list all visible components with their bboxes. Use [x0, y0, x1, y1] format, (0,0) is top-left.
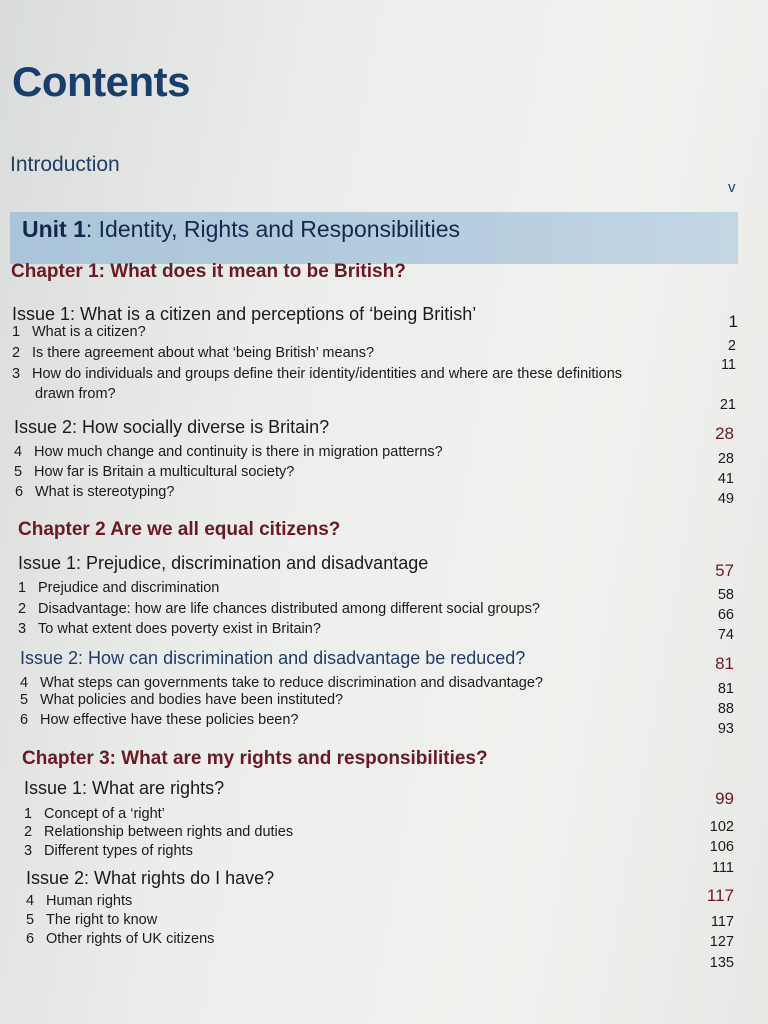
- chapter-1-issue-1-page: 1: [728, 312, 738, 331]
- toc-item-page: 93: [717, 721, 734, 737]
- toc-item-page: 111: [711, 860, 734, 876]
- toc-item[interactable]: 5 What policies and bodies have been instituted?: [20, 692, 344, 708]
- toc-item-page: 74: [717, 627, 734, 643]
- page-title: Contents: [12, 58, 190, 105]
- toc-item-page: 117: [710, 914, 734, 930]
- toc-item[interactable]: 2 Disadvantage: how are life chances distributed among different social groups?: [18, 601, 540, 617]
- unit-number: Unit 1: [22, 216, 86, 242]
- introduction-label[interactable]: Introduction: [10, 153, 120, 176]
- chapter-2-issue-1-page: 57: [715, 561, 734, 580]
- toc-item-page: 58: [717, 587, 734, 603]
- introduction-page-number: v: [728, 179, 736, 196]
- toc-item-continued[interactable]: drawn from?: [35, 386, 116, 402]
- toc-item[interactable]: 6 What is stereotyping?: [15, 484, 175, 500]
- chapter-3-heading[interactable]: Chapter 3: What are my rights and responsibilities?: [22, 748, 488, 769]
- chapter-3-issue-1-title[interactable]: Issue 1: What are rights?: [24, 778, 225, 798]
- toc-item-page: 28: [717, 451, 734, 467]
- toc-item[interactable]: 1 Concept of a ‘right’: [24, 806, 165, 822]
- toc-item-page: 21: [719, 397, 736, 413]
- toc-item[interactable]: 4 What steps can governments take to reduce discrimination and disadvantage?: [20, 675, 543, 691]
- toc-item[interactable]: 1 Prejudice and discrimination: [18, 580, 220, 596]
- chapter-3-issue-2-page: 117: [706, 886, 734, 905]
- toc-item[interactable]: 2 Relationship between rights and duties: [24, 824, 294, 840]
- toc-item[interactable]: 3 To what extent does poverty exist in Britain?: [18, 621, 321, 637]
- toc-item-page: 81: [717, 681, 734, 697]
- toc-item-page: 49: [717, 491, 734, 507]
- toc-item[interactable]: 5 How far is Britain a multicultural society?: [14, 464, 295, 480]
- toc-item[interactable]: 4 How much change and continuity is there in migration patterns?: [14, 444, 443, 460]
- chapter-2-issue-2-page: 81: [715, 654, 734, 673]
- bleed-through-text: [290, 84, 294, 100]
- chapter-1-heading[interactable]: Chapter 1: What does it mean to be British?: [11, 261, 406, 282]
- toc-item-page: 127: [709, 934, 734, 950]
- toc-item[interactable]: 4 Human rights: [26, 893, 133, 909]
- chapter-3-issue-2-title[interactable]: Issue 2: What rights do I have?: [26, 868, 275, 888]
- toc-item[interactable]: 6 How effective have these policies been?: [20, 712, 299, 728]
- chapter-3-issue-1-page: 99: [715, 789, 734, 808]
- toc-item[interactable]: 2 Is there agreement about what ‘being British’ means?: [12, 345, 375, 361]
- toc-item-page: 102: [709, 819, 734, 835]
- toc-item-page: 106: [709, 839, 734, 855]
- toc-item[interactable]: 5 The right to know: [26, 912, 158, 928]
- chapter-2-issue-1-title[interactable]: Issue 1: Prejudice, discrimination and disadvantage: [18, 553, 429, 573]
- toc-item-page: 88: [717, 701, 734, 717]
- chapter-2-heading[interactable]: Chapter 2 Are we all equal citizens?: [18, 519, 341, 540]
- chapter-1-issue-2-page: 28: [715, 424, 734, 443]
- unit-name: : Identity, Rights and Responsibilities: [85, 216, 461, 242]
- chapter-1-issue-2-title[interactable]: Issue 2: How socially diverse is Britain?: [14, 417, 330, 437]
- toc-item-page: 41: [717, 471, 734, 487]
- toc-item-page: 11: [720, 357, 736, 373]
- toc-item-page: 135: [709, 955, 734, 971]
- chapter-2-issue-2-title[interactable]: Issue 2: How can discrimination and disadvantage be reduced?: [20, 648, 526, 668]
- unit-heading: [22, 216, 460, 243]
- toc-item[interactable]: 6 Other rights of UK citizens: [26, 931, 215, 947]
- toc-item[interactable]: 3 How do individuals and groups define their identity/identities and where are these definitions: [12, 366, 623, 382]
- toc-item-page: 66: [717, 607, 734, 623]
- chapter-1-issue-1-title[interactable]: Issue 1: What is a citizen and perceptions of ‘being British’: [12, 304, 477, 324]
- toc-item[interactable]: 1 What is a citizen?: [12, 324, 146, 340]
- toc-item[interactable]: 3 Different types of rights: [24, 843, 193, 859]
- toc-item-page: 2: [727, 338, 736, 354]
